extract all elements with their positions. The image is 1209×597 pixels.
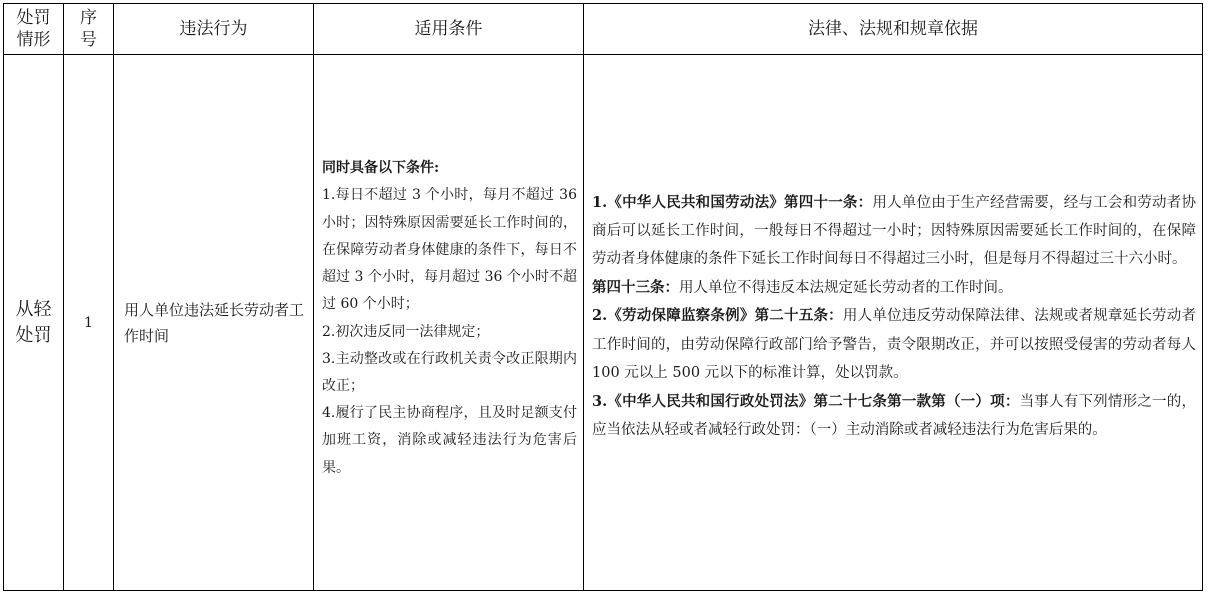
header-row [4, 4, 1203, 55]
condition-item: 3.主动整改或在行政机关责令改正限期内改正； [322, 350, 577, 394]
legal-basis-item [592, 302, 1196, 387]
legal-basis-item [592, 388, 1196, 445]
header-violation: 违法行为 [114, 4, 314, 55]
conditions-cell [314, 55, 584, 591]
article-text: 用人单位违反劳动保障法律、法规或者规章延长劳动者工作时间的，由劳动保障行政部门给予警告，责令限期改正，并可以按照受侵害的劳动者每人 100 元以上 500 元以下的标准计算，处以罚款。 [592, 308, 1196, 382]
article-citation: 1.《中华人民共和国劳动法》第四十一条： [592, 193, 873, 211]
legal-basis-item [592, 189, 1196, 274]
legal-basis-cell [584, 55, 1203, 591]
header-legal-basis: 法律、法规和规章依据 [584, 4, 1203, 55]
row-number-cell: 1 [64, 55, 114, 591]
header-conditions: 适用条件 [314, 4, 584, 55]
violation-cell: 用人单位违法延长劳动者工作时间 [114, 55, 314, 591]
conditions-heading: 同时具备以下条件: [322, 160, 440, 177]
header-number: 序号 [64, 4, 114, 55]
article-text: 当事人有下列情形之一的，应当依法从轻或者减轻行政处罚：（一）主动消除或者减轻违法行为危害后果的。 [592, 393, 1196, 438]
article-citation: 第四十三条： [592, 278, 679, 296]
article-text: 用人单位不得违反本法规定延长劳动者的工作时间。 [679, 279, 1013, 296]
table-row [4, 55, 1203, 591]
header-category: 处罚情形 [4, 4, 64, 55]
penalty-table [3, 3, 1203, 591]
article-text: 用人单位由于生产经营需要，经与工会和劳动者协商后可以延长工作时间，一般每日不得超过一小时；因特殊原因需要延长工作时间的，在保障劳动者身体健康的条件下延长工作时间每日不得超过三小时，但是每月不得超过三十六小时。 [592, 194, 1196, 268]
article-citation: 3.《中华人民共和国行政处罚法》第二十七条第一款第（一）项： [592, 392, 1020, 410]
condition-item: 1.每日不超过 3 个小时，每月不超过 36 小时；因特殊原因需要延长工作时间的，在保障劳动者身体健康的条件下，每日不超过 3 个小时，每月超过 36 个小时不超过 60 个小时； [322, 187, 577, 313]
legal-basis-item [592, 274, 1196, 302]
condition-item: 4.履行了民主协商程序，且及时足额支付加班工资，消除或减轻违法行为危害后果。 [322, 405, 577, 476]
article-citation: 2.《劳动保障监察条例》第二十五条： [592, 307, 843, 325]
condition-item: 2.初次违反同一法律规定； [322, 323, 490, 340]
penalty-category-cell: 从轻处罚 [4, 55, 64, 591]
